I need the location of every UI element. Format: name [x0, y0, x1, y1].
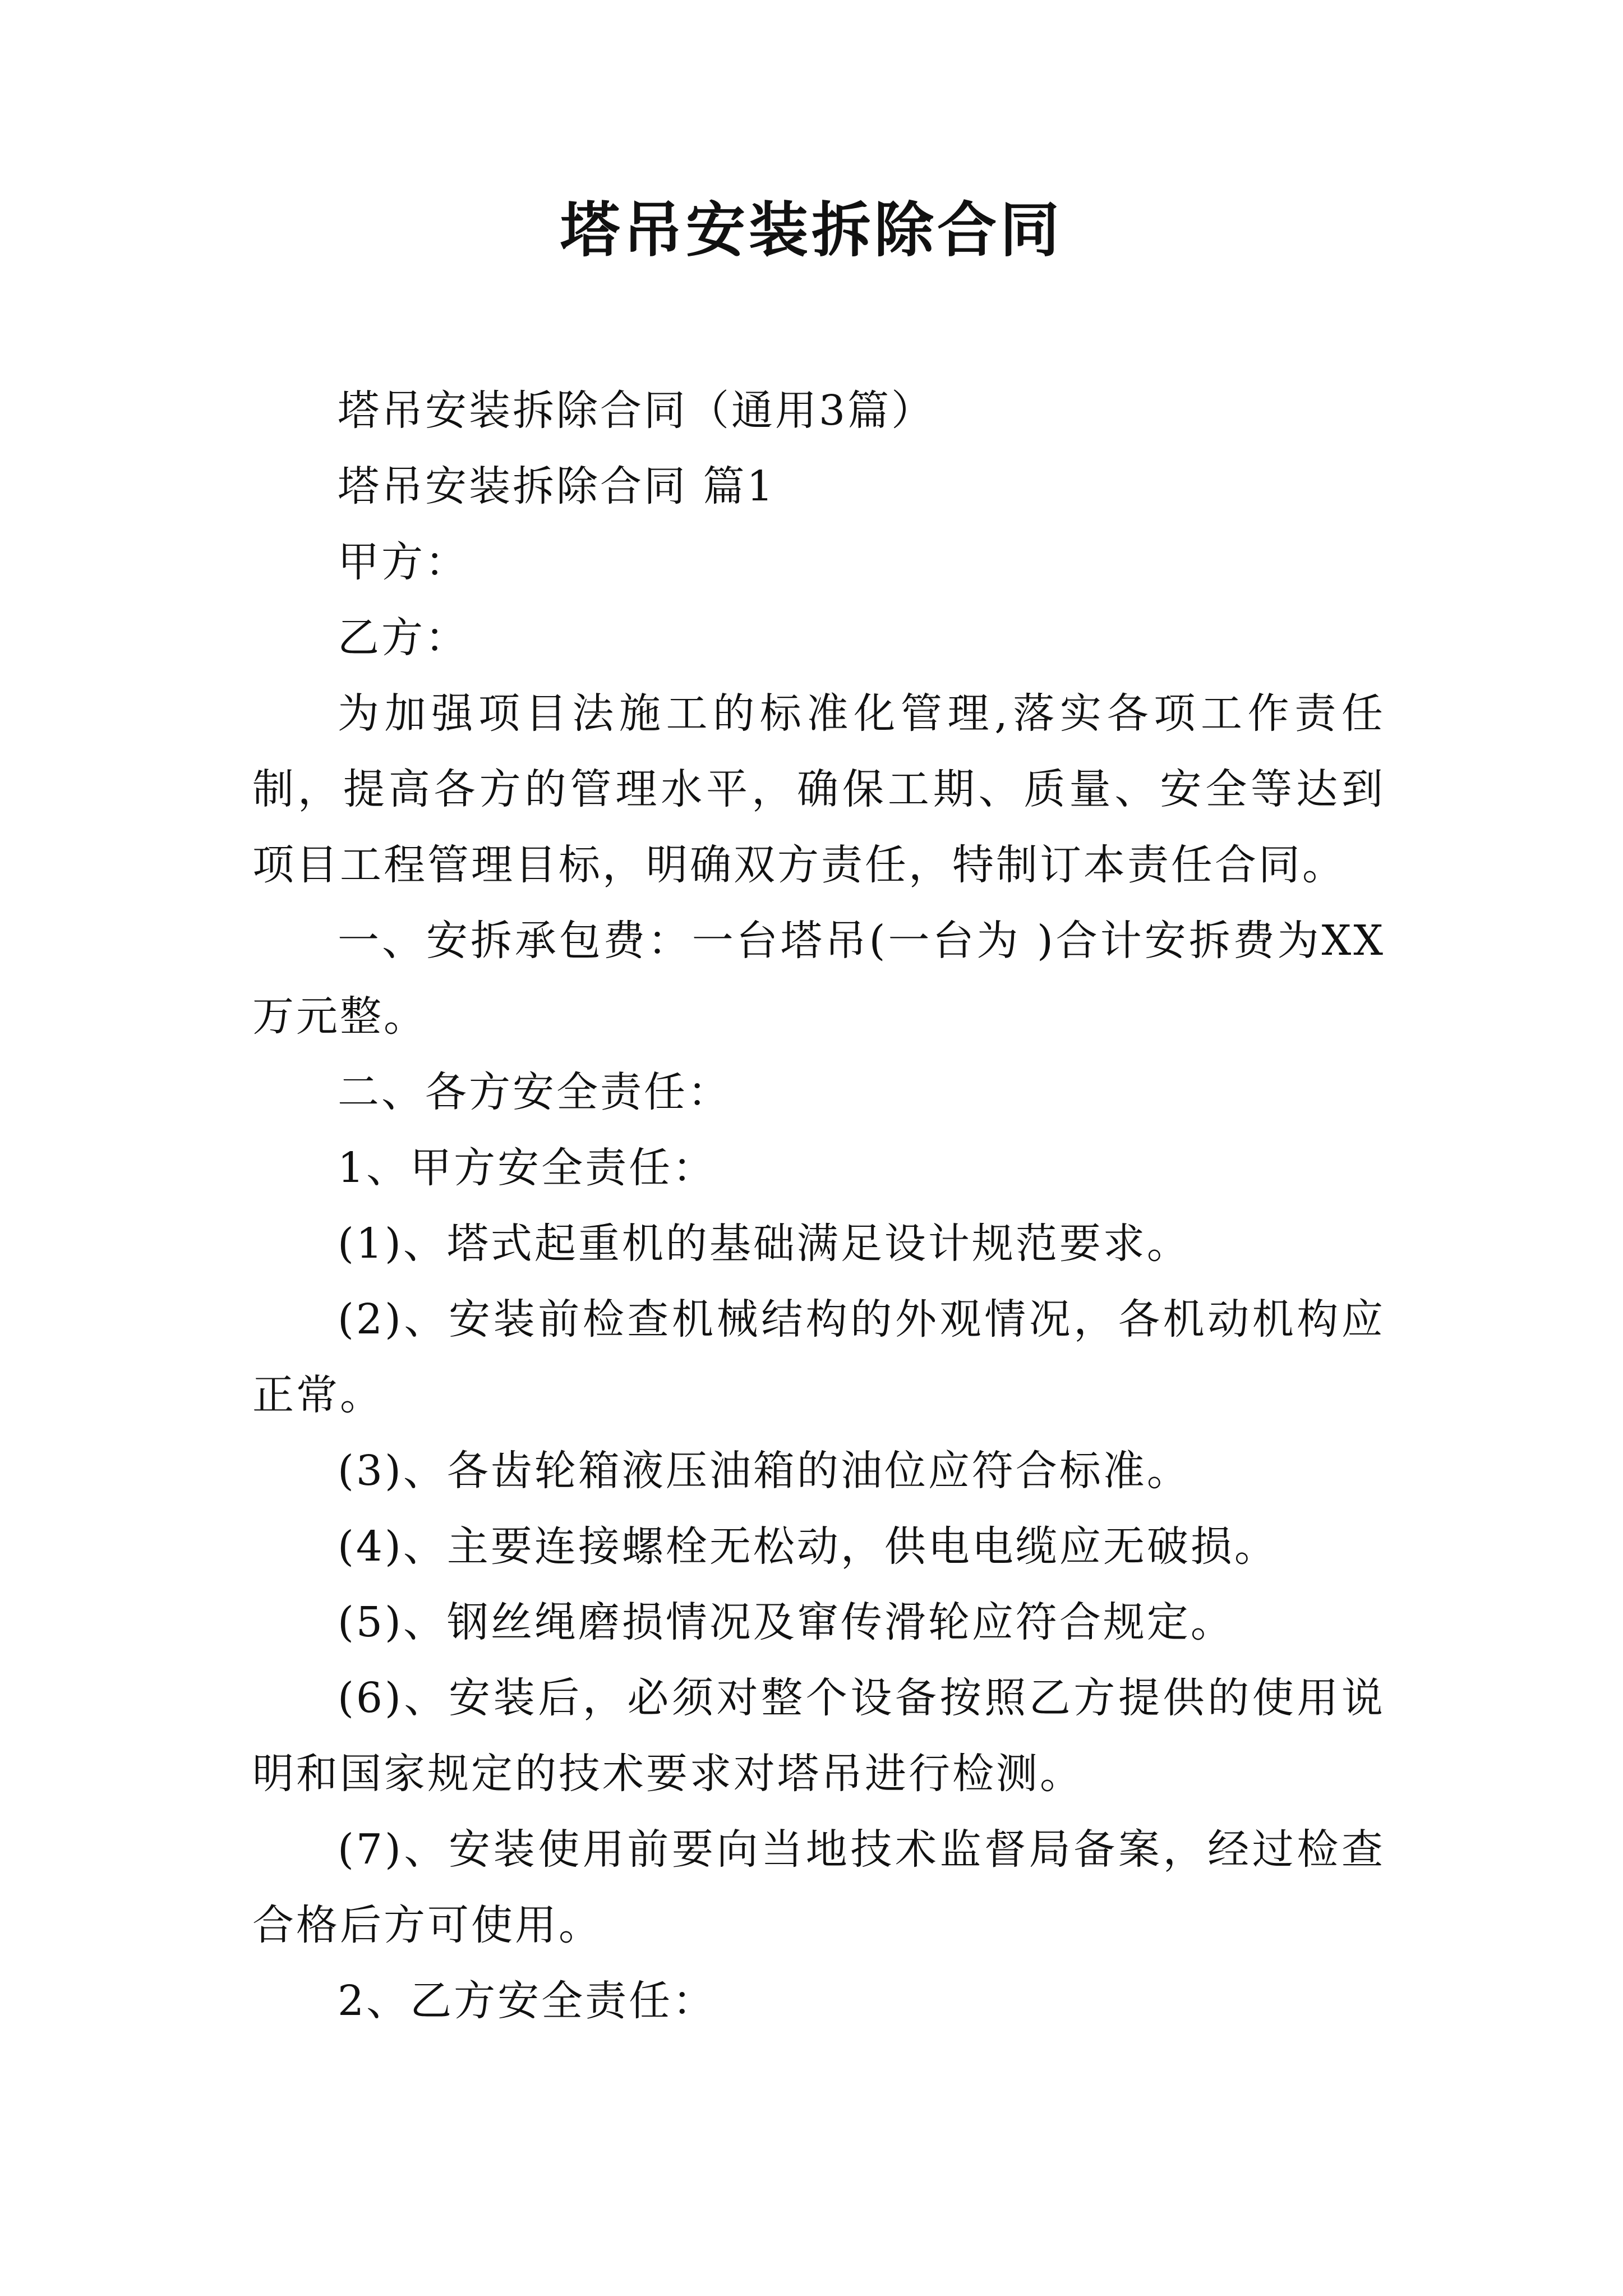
paragraph-purpose: 为加强项目法施工的标准化管理,落实各项工作责任制，提高各方的管理水平，确保工期、质量、安全等达到项目工程管理目标，明确双方责任，特制订本责任合同。 — [252, 689, 1385, 889]
paragraph-item-6: (6)、安装后，必须对整个设备按照乙方提供的使用说明和国家规定的技术要求对塔吊进行检测。 — [252, 1674, 1385, 1798]
paragraph-item-3: (3)、各齿轮箱液压油箱的油位应符合标准。 — [338, 1447, 1191, 1495]
paragraph-item-2: (2)、安装前检查机械结构的外观情况，各机动机构应正常。 — [252, 1295, 1385, 1419]
paragraph-fee: 一、安拆承包费：一台塔吊(一台为 )合计安拆费为XX万元整。 — [252, 917, 1385, 1041]
paragraph-item-4: (4)、主要连接螺栓无松动，供电电缆应无破损。 — [338, 1522, 1278, 1571]
paragraph-party-b: 乙方： — [338, 614, 469, 662]
paragraph-item-7: (7)、安装使用前要向当地技术监督局备案，经过检查合格后方可使用。 — [252, 1825, 1385, 1949]
paragraph-section-heading: 塔吊安装拆除合同 篇1 — [338, 462, 776, 510]
document-title: 塔吊安装拆除合同 — [560, 195, 1063, 265]
paragraph-item-1: (1)、塔式起重机的基础满足设计规范要求。 — [338, 1220, 1191, 1268]
document-body — [252, 373, 1385, 2039]
paragraph-party-b-safety: 2、乙方安全责任： — [338, 1977, 717, 2025]
paragraph-item-5: (5)、钢丝绳磨损情况及窜传滑轮应符合规定。 — [338, 1598, 1234, 1646]
paragraph-party-a-safety: 1、甲方安全责任： — [338, 1144, 717, 1192]
paragraph-safety-heading: 二、各方安全责任： — [338, 1068, 731, 1116]
paragraph-subtitle: 塔吊安装拆除合同（通用3篇） — [338, 386, 935, 435]
paragraph-party-a: 甲方： — [338, 538, 469, 586]
